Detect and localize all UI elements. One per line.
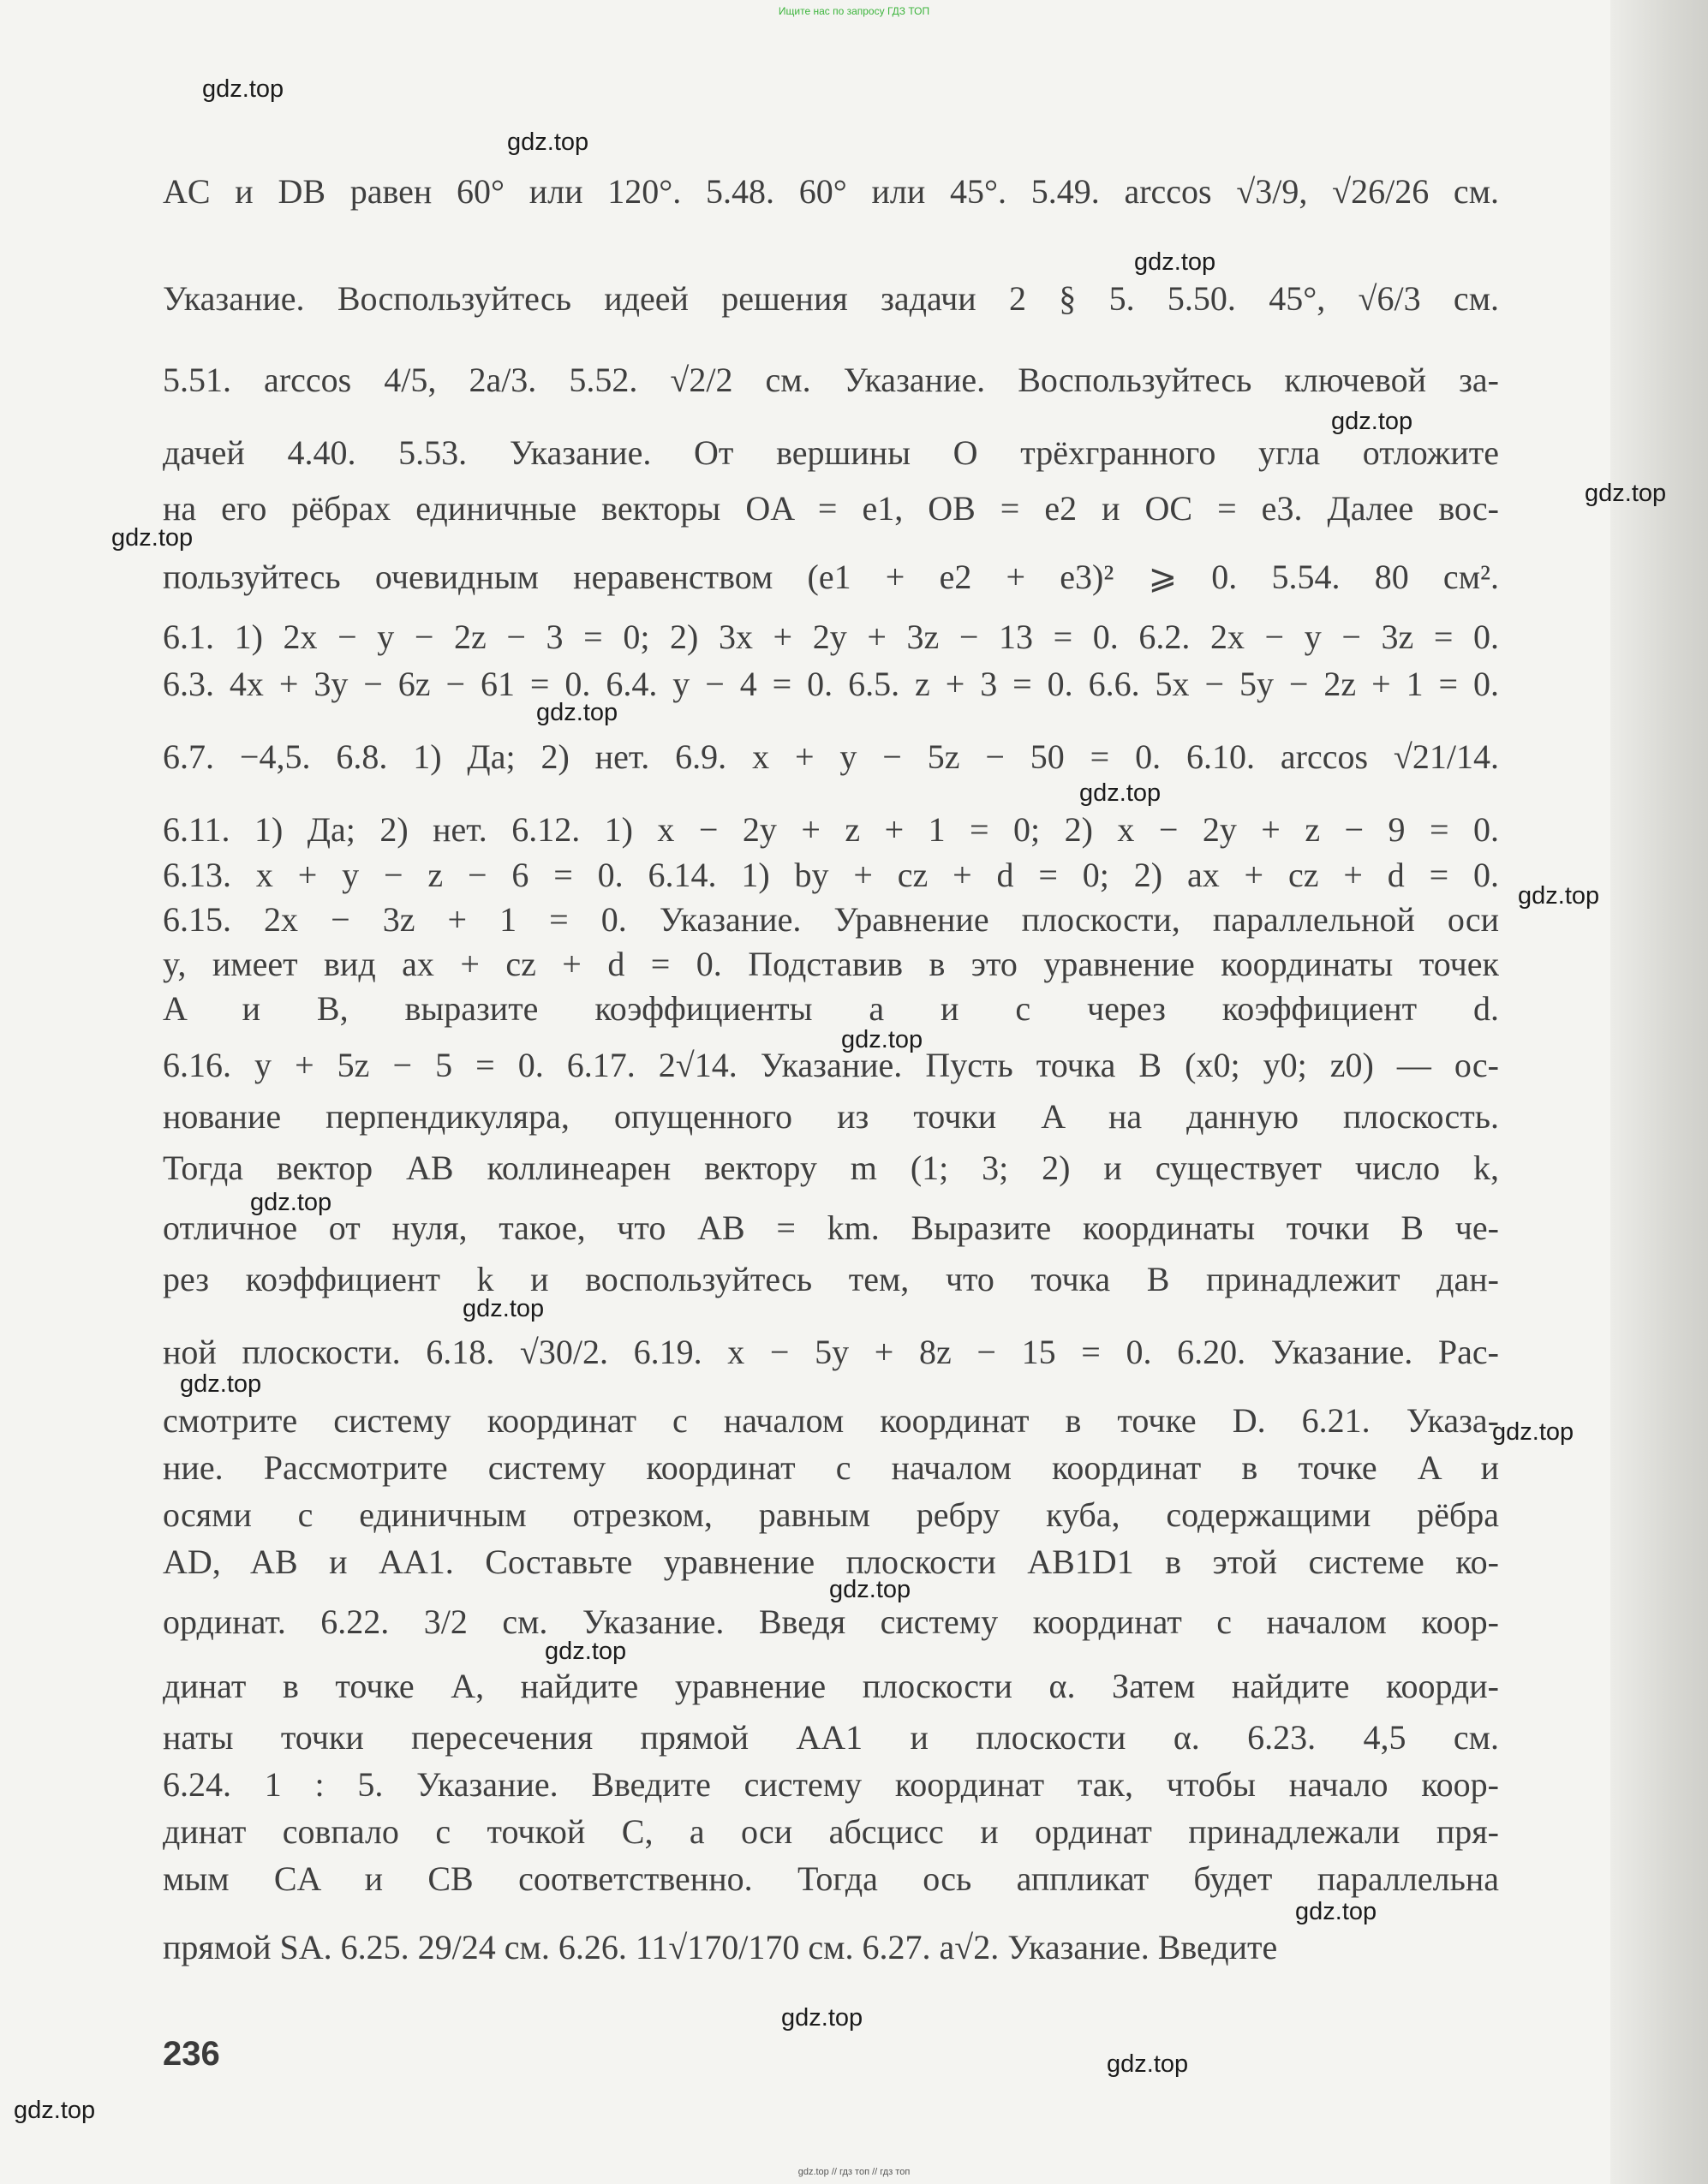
text-line: A и B, выразите коэффициенты a и c через коэффициент d. [163, 989, 1499, 1028]
text-line: наты точки пересечения прямой AA1 и плоскости α. 6.23. 4,5 см. [163, 1718, 1499, 1757]
text-line: мым CA и CB соответственно. Тогда ось аппликат будет параллельна [163, 1859, 1499, 1898]
bottom-banner: gdz.top // гдз топ // гдз топ [797, 2167, 911, 2177]
watermark: gdz.top [1134, 248, 1216, 276]
text-line: ординат. 6.22. 3/2 см. Указание. Введя систему координат с началом коор- [163, 1602, 1499, 1641]
watermark: gdz.top [1107, 2050, 1189, 2078]
text-line: на его рёбрах единичные векторы OA = e1, OB = e2 и OC = e3. Далее вос- [163, 489, 1499, 528]
text-line: прямой SA. 6.25. 29/24 см. 6.26. 11√170/170 см. 6.27. a√2. Указание. Введите [163, 1928, 1278, 1966]
text-line: смотрите систему координат с началом координат в точке D. 6.21. Указа- [163, 1401, 1499, 1440]
page-edge-shadow [1610, 0, 1708, 2184]
watermark: gdz.top [14, 2097, 96, 2124]
text-line: 6.1. 1) 2x − y − 2z − 3 = 0; 2) 3x + 2y + 3z − 13 = 0. 6.2. 2x − y − 3z = 0. [163, 618, 1499, 656]
text-line: 6.13. x + y − z − 6 = 0. 6.14. 1) by + cz + d = 0; 2) ax + cz + d = 0. [163, 856, 1499, 894]
text-line: 6.11. 1) Да; 2) нет. 6.12. 1) x − 2y + z + 1 = 0; 2) x − 2y + z − 9 = 0. [163, 810, 1499, 849]
watermark: gdz.top [507, 128, 589, 156]
text-line: 5.51. arccos 4/5, 2a/3. 5.52. √2/2 см. Указание. Воспользуйтесь ключевой за- [163, 361, 1499, 399]
watermark: gdz.top [545, 1638, 627, 1665]
watermark: gdz.top [781, 2004, 863, 2032]
text-line: пользуйтесь очевидным неравенством (e1 + e2 + e3)² ⩾ 0. 5.54. 80 см². [163, 558, 1499, 596]
watermark: gdz.top [463, 1295, 545, 1322]
text-line: AD, AB и AA1. Составьте уравнение плоскости AB1D1 в этой системе ко- [163, 1543, 1499, 1581]
watermark: gdz.top [111, 524, 194, 552]
page-number: 236 [163, 2035, 220, 2073]
watermark: gdz.top [1492, 1418, 1574, 1446]
text-line: Тогда вектор AB коллинеарен вектору m (1; 3; 2) и существует число k, [163, 1149, 1499, 1187]
text-line: y, имеет вид ax + cz + d = 0. Подставив в это уравнение координаты точек [163, 945, 1499, 983]
text-line: динат совпало с точкой C, а оси абсцисс и ординат принадлежали пря- [163, 1812, 1499, 1851]
text-line: 6.3. 4x + 3y − 6z − 61 = 0. 6.4. y − 4 = 0. 6.5. z + 3 = 0. 6.6. 5x − 5y − 2z + 1 = 0. [163, 665, 1499, 703]
text-line: нование перпендикуляра, опущенного из точки A на данную плоскость. [163, 1097, 1499, 1136]
watermark: gdz.top [1331, 408, 1413, 435]
watermark: gdz.top [250, 1189, 332, 1216]
watermark: gdz.top [1518, 882, 1600, 910]
text-line: осями с единичным отрезком, равным ребру куба, содержащими рёбра [163, 1495, 1499, 1534]
watermark: gdz.top [536, 699, 618, 726]
watermark: gdz.top [202, 75, 284, 103]
text-line: 6.24. 1 : 5. Указание. Введите систему координат так, чтобы начало коор- [163, 1765, 1499, 1804]
text-line: динат в точке A, найдите уравнение плоскости α. Затем найдите коорди- [163, 1667, 1499, 1705]
watermark: gdz.top [1295, 1898, 1377, 1925]
watermark: gdz.top [841, 1026, 923, 1053]
text-line: ной плоскости. 6.18. √30/2. 6.19. x − 5y + 8z − 15 = 0. 6.20. Указание. Рас- [163, 1333, 1499, 1371]
text-line: рез коэффициент k и воспользуйтесь тем, что точка B принадлежит дан- [163, 1260, 1499, 1298]
text-line: 6.16. y + 5z − 5 = 0. 6.17. 2√14. Указание. Пусть точка B (x0; y0; z0) — ос- [163, 1046, 1499, 1084]
watermark: gdz.top [1079, 779, 1162, 807]
text-line: ние. Рассмотрите систему координат с началом координат в точке A и [163, 1448, 1499, 1487]
top-banner: Ищите нас по запросу ГДЗ ТОП [778, 5, 930, 17]
text-line: 6.7. −4,5. 6.8. 1) Да; 2) нет. 6.9. x + y − 5z − 50 = 0. 6.10. arccos √21/14. [163, 737, 1499, 776]
text-line: Указание. Воспользуйтесь идеей решения задачи 2 § 5. 5.50. 45°, √6/3 см. [163, 279, 1499, 318]
text-line: дачей 4.40. 5.53. Указание. От вершины O трёхгранного угла отложите [163, 433, 1499, 472]
watermark: gdz.top [1585, 480, 1667, 507]
watermark: gdz.top [829, 1576, 911, 1603]
watermark: gdz.top [180, 1370, 262, 1398]
text-line: 6.15. 2x − 3z + 1 = 0. Указание. Уравнение плоскости, параллельной оси [163, 900, 1499, 939]
text-line: отличное от нуля, такое, что AB = km. Выразите координаты точки B че- [163, 1208, 1499, 1247]
text-line: AC и DB равен 60° или 120°. 5.48. 60° или 45°. 5.49. arccos √3/9, √26/26 см. [163, 172, 1499, 211]
